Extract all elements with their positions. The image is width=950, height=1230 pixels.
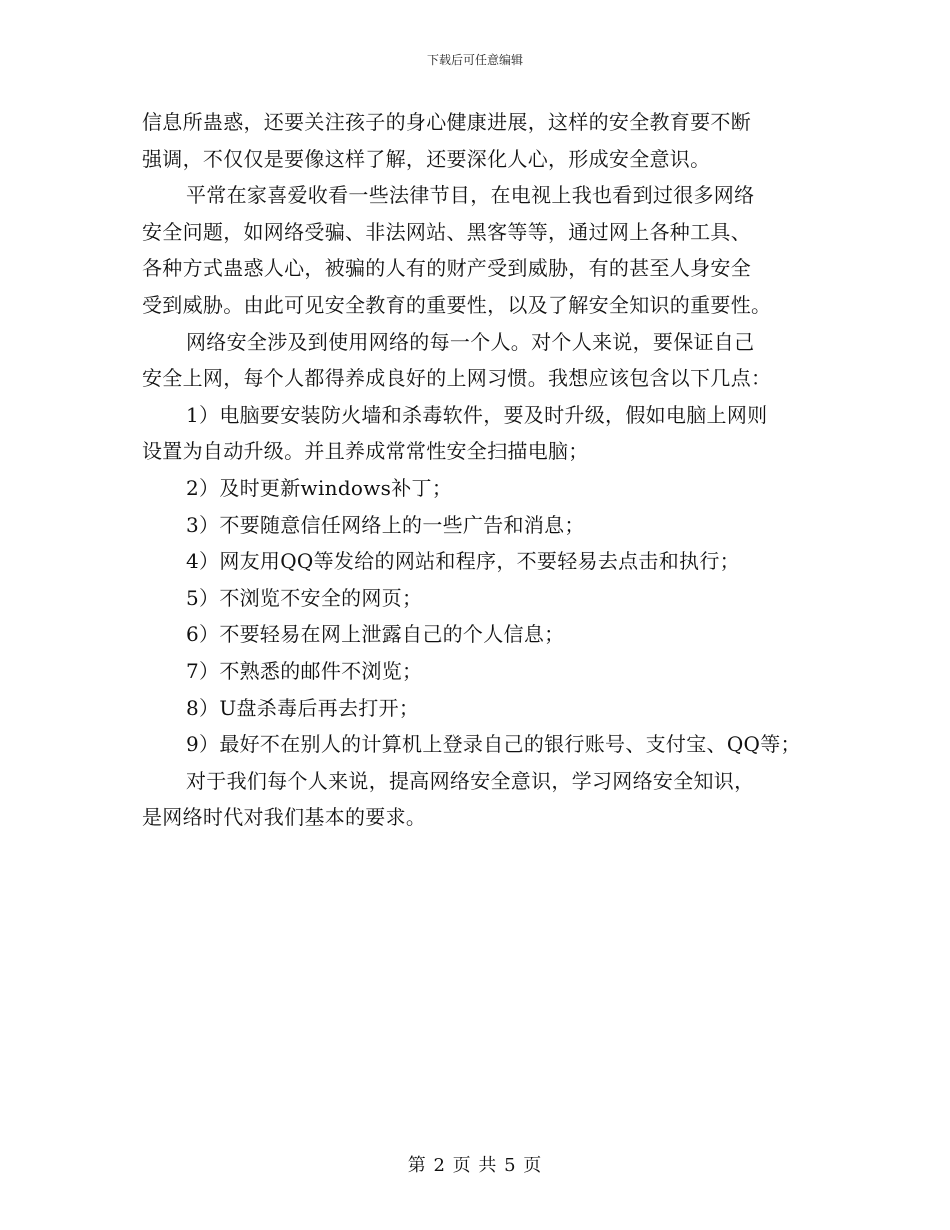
list-item-2: 2）及时更新windows补丁； [186,475,453,500]
text-line: 强调，不仅仅是要像这样了解，还要深化人心，形成安全意识。 [142,146,711,171]
text-line: 安全问题，如网络受骗、非法网站、黑客等等，通过网上各种工具、 [142,219,751,244]
text-line: 受到威胁。由此可见安全教育的重要性，以及了解安全知识的重要性。 [142,292,772,317]
list-item-4: 4）网友用QQ等发给的网站和程序，不要轻易去点击和执行； [186,549,740,574]
text-line: 信息所蛊惑，还要关注孩子的身心健康进展，这样的安全教育要不断 [142,110,751,134]
paragraph-start-line: 平常在家喜爱收看一些法律节目，在电视上我也看到过很多网络 [186,183,755,208]
paragraph-start-line: 对于我们每个人来说，提高网络安全意识，学习网络安全知识， [186,768,755,793]
list-item-1: 1）电脑要安装防火墙和杀毒软件，要及时升级，假如电脑上网则 [186,402,768,427]
page-number: 第 2 页 共 5 页 [407,1155,543,1176]
list-item-5: 5）不浏览不安全的网页； [186,585,423,610]
text-line: 安全上网，每个人都得养成良好的上网习惯。我想应该包含以下几点： [142,366,772,391]
text-line: 是网络时代对我们基本的要求。 [142,805,427,830]
text-line: 各种方式蛊惑人心，被骗的人有的财产受到威胁，有的甚至人身安全 [142,256,751,281]
text-line: 设置为自动升级。并且养成常常性安全扫描电脑； [142,439,589,464]
page-header-note: 下载后可任意编辑 [426,53,523,67]
list-item-8: 8）U盘杀毒后再去打开； [186,695,420,720]
paragraph-start-line: 网络安全涉及到使用网络的每一个人。对个人来说，要保证自己 [186,329,755,354]
list-item-7: 7）不熟悉的邮件不浏览； [186,658,423,683]
list-item-9: 9）最好不在别人的计算机上登录自己的银行账号、支付宝、QQ等； [186,732,801,757]
list-item-6: 6）不要轻易在网上泄露自己的个人信息； [186,622,565,647]
list-item-3: 3）不要随意信任网络上的一些广告和消息； [186,512,585,537]
document-body [142,104,832,836]
